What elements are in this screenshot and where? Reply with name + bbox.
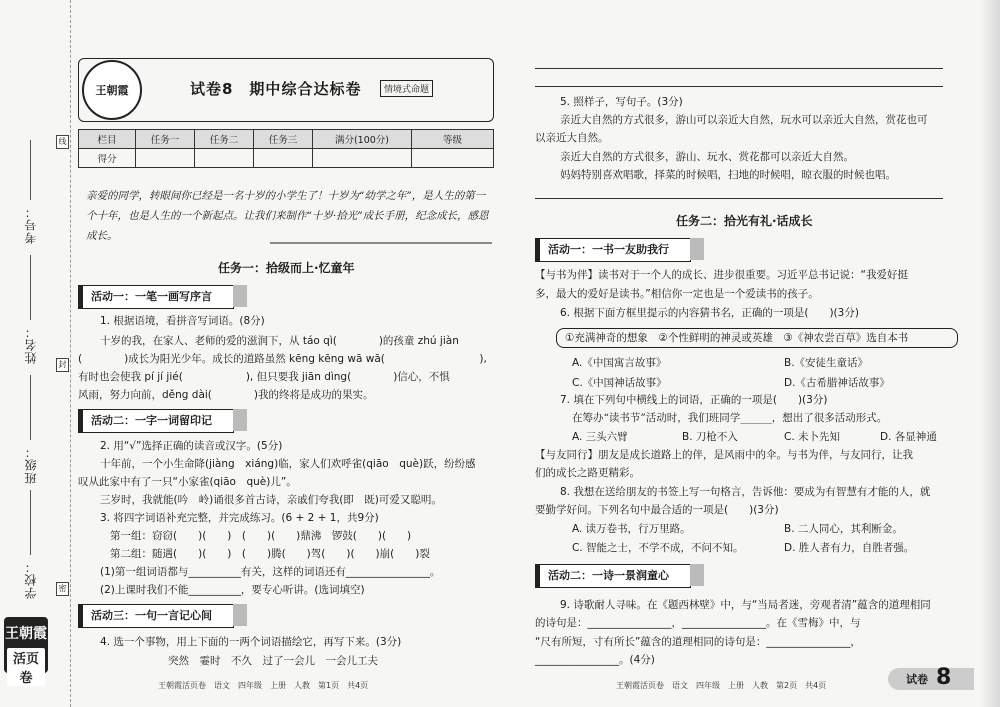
page-footer: 王朝霞活页卷 语文 四年级 上册 人教 第1页 共4页 [158, 681, 369, 690]
question-9: 9. 诗歌耐人寻味。在《题西林壁》中，与“当局者迷，旁观者清”蕴含的道理相同 [560, 599, 931, 611]
q7-option-a[interactable]: A. 三头六臂 [572, 431, 628, 443]
exam-no-line [30, 140, 31, 200]
question-9: “尺有所短，寸有所长”蕴含的道理相同的诗句是：________________， [535, 636, 861, 648]
page-edge-shadow [980, 0, 1000, 707]
score-row-label: 得分 [79, 149, 136, 168]
question-8: 8. 我想在送给朋友的书签上写一句格言，告诉他：要成为有智慧有才能的人，就 [560, 486, 931, 498]
q6-hint-box: ①充满神奇的想象 ②个性鲜明的神灵或英雄 ③《神农尝百草》选自本书 [556, 328, 958, 348]
score-header-cell: 任务一 [136, 130, 195, 149]
q8-option-d[interactable]: D. 胜人者有力，自胜者强。 [784, 542, 915, 554]
question-1: 1. 根据语境，看拼音写词语。(8分) [100, 315, 265, 327]
q6-option-d[interactable]: D.《古希腊神话故事》 [784, 377, 890, 389]
exam-title: 试卷8 期中综合达标卷 [190, 80, 362, 98]
activity-heading [535, 238, 691, 262]
badge-number: 8 [936, 665, 952, 690]
question-9: ________________。(4分) [535, 654, 655, 666]
activity-heading [78, 285, 234, 309]
score-header-cell: 等级 [412, 130, 494, 149]
q6-option-a[interactable]: A.《中国寓言故事》 [572, 357, 667, 369]
paragraph-friends: 们的成长之路更精彩。 [535, 467, 640, 479]
exam-number-badge [888, 665, 974, 690]
paragraph-friends: 【与友同行】朋友是成长道路上的伴，是风雨中的伞。与书为伴，与友同行，让我 [535, 449, 913, 461]
score-header-cell: 栏目 [79, 130, 136, 149]
question-9: 的诗句是：________________，________________。在《雪梅》中，与 [535, 617, 861, 629]
q7-option-d[interactable]: D. 各显神通 [880, 431, 937, 443]
q8-option-b[interactable]: B. 二人同心，其利断金。 [784, 523, 903, 535]
score-header-row [79, 130, 494, 149]
activity-label: 活动一：一书一友助我行 [548, 243, 669, 256]
question-8: 要勤学好问。下列名句中最合适的一项是( )(3分) [535, 504, 779, 516]
q1-line: 风雨，努力向前，děng dài( )我的终将是成功的果实。 [78, 389, 374, 401]
answer-line[interactable] [535, 68, 943, 69]
question-4: 4. 选一个事物，用上下面的一两个词语描绘它，再写下来。(3分) [100, 636, 402, 648]
activity-label: 活动二：一诗一景润童心 [548, 569, 669, 582]
activity-label: 活动二：一字一词留印记 [91, 414, 212, 427]
emblem-text: 王朝霞 [95, 84, 129, 97]
activity-label: 活动三：一句一言记心间 [91, 609, 212, 622]
q2-line: 叹从此家中有了一只“小家雀(qiāo què)儿”。 [78, 476, 297, 488]
class-line [30, 375, 31, 440]
answer-line[interactable] [535, 86, 943, 87]
q2-line: 三岁时，我就能(吟 岭)诵很多首古诗，亲戚们夸我(即 既)可爱又聪明。 [100, 494, 442, 506]
brand-bottom: 活页卷 [7, 648, 45, 686]
answer-line[interactable] [535, 198, 943, 199]
brand-top: 王朝霞 [5, 626, 47, 642]
class-label: 班级： [24, 445, 38, 484]
badge-label: 试卷 [906, 673, 928, 686]
exam-tag: 情境式命题 [380, 80, 433, 97]
q1-line: 有时也会使我 pí jí jié( ), 但只要我 jiān dìng( )信心，不惧 [78, 371, 450, 383]
school-line [30, 490, 31, 555]
q7-option-c[interactable]: C. 未卜先知 [784, 431, 841, 443]
intro-paragraph: 亲爱的同学，转眼间你已经是一名十岁的小学生了！十岁为“幼学之年”，是人生的第一个十年，也是人生的一个新起点。让我们来制作“十岁·拾光”成长手册，纪念成长，感恩成长。 [86, 190, 489, 242]
exam-no-label: 考号： [24, 205, 38, 244]
activity-heading [535, 564, 691, 588]
q5-prompt: 妈妈特别喜欢唱歌，择菜的时候唱，扫地的时候唱，晾衣服的时候也唱。 [560, 169, 896, 181]
score-cell[interactable] [136, 149, 195, 168]
q4-word-bank: 突然 霎时 不久 过了一会儿 一会儿工夫 [168, 655, 378, 667]
q3-group: 第二组：随遇( )( ) ( )腾( )驾( )( )崩( )裂 [110, 548, 430, 560]
q1-line: ( )成长为阳光少年。成长的道路虽然 kēng kēng wā wā( ), [78, 353, 487, 365]
q3-subquestion: (1)第一组词语都与__________有关，这样的词语还有________________。 [100, 566, 441, 578]
q8-option-a[interactable]: A. 读万卷书，行万里路。 [572, 523, 691, 535]
task1-title: 任务一：拾级而上·忆童年 [218, 261, 355, 275]
activity-label: 活动一：一笔一画写序言 [91, 290, 212, 303]
score-table [78, 129, 494, 168]
question-2: 2. 用“√”选择正确的读音或汉字。(5分) [100, 440, 283, 452]
score-cell[interactable] [313, 149, 412, 168]
score-cell[interactable] [254, 149, 313, 168]
binding-strip [0, 0, 71, 707]
paragraph-books: 多，最大的爱好是读书。”相信你一定也是一个爱读书的孩子。 [535, 288, 819, 300]
seal-mark-line: 线 [56, 135, 69, 149]
q2-line: 十年前，一个小生命降(jiàng xiáng)临，家人们欢呼雀(qiāo què)跃，纷纷感 [100, 458, 476, 470]
score-cell[interactable] [195, 149, 254, 168]
question-6: 6. 根据下面方框里提示的内容猜书名，正确的一项是( )(3分) [560, 307, 859, 319]
q3-subquestion: (2)上课时我们不能__________，要专心听讲。(选词填空) [100, 584, 365, 596]
task2-title: 任务二：拾光有礼·话成长 [676, 214, 813, 228]
activity-heading [78, 409, 234, 433]
q8-option-c[interactable]: C. 智能之士，不学不成，不问不知。 [572, 542, 744, 554]
brand-logo [4, 617, 48, 686]
q1-line: 十岁的我，在家人、老师的爱的滋润下，从 táo qì( )的孩童 zhú jiàn [100, 335, 459, 347]
paragraph-books: 【与书为伴】读书对于一个人的成长、进步很重要。习近平总书记说：“我爱好挺 [535, 269, 908, 281]
q7-sentence: 在筹办“读书节”活动时，我们班同学______，想出了很多活动形式。 [572, 412, 888, 424]
school-emblem [82, 60, 142, 120]
score-cell[interactable] [412, 149, 494, 168]
score-header-cell: 任务二 [195, 130, 254, 149]
name-label: 姓名： [24, 325, 38, 364]
seal-mark-secret: 密 [56, 582, 69, 596]
q5-example: 亲近大自然的方式很多，游山、玩水、赏花都可以亲近大自然。 [560, 151, 854, 163]
score-header-cell: 任务三 [254, 130, 313, 149]
page-footer: 王朝霞活页卷 语文 四年级 上册 人教 第2页 共4页 [616, 681, 827, 690]
question-7: 7. 填在下列句中横线上的词语，正确的一项是( )(3分) [560, 394, 828, 406]
decorative-rule [270, 226, 492, 244]
q7-option-b[interactable]: B. 刀枪不入 [682, 431, 738, 443]
q6-option-c[interactable]: C.《中国神话故事》 [572, 377, 667, 389]
q5-example: 以亲近大自然。 [535, 132, 609, 144]
seal-mark-seal: 封 [56, 358, 69, 372]
score-row [79, 149, 494, 168]
score-header-cell: 满分(100分) [313, 130, 412, 149]
activity-heading [78, 604, 234, 628]
question-5: 5. 照样子，写句子。(3分) [560, 96, 683, 108]
q5-example: 亲近大自然的方式很多，游山可以亲近大自然，玩水可以亲近大自然，赏花也可 [560, 114, 928, 126]
question-3: 3. 将四字词语补充完整，并完成练习。(6 + 2 + 1，共9分) [100, 512, 379, 524]
school-label: 学校： [24, 560, 38, 599]
q3-group: 第一组：窃窃( )( ) ( )( )鼎沸 锣鼓( )( ) [110, 530, 412, 542]
q6-option-b[interactable]: B.《安徒生童话》 [784, 357, 869, 369]
name-line [30, 255, 31, 320]
